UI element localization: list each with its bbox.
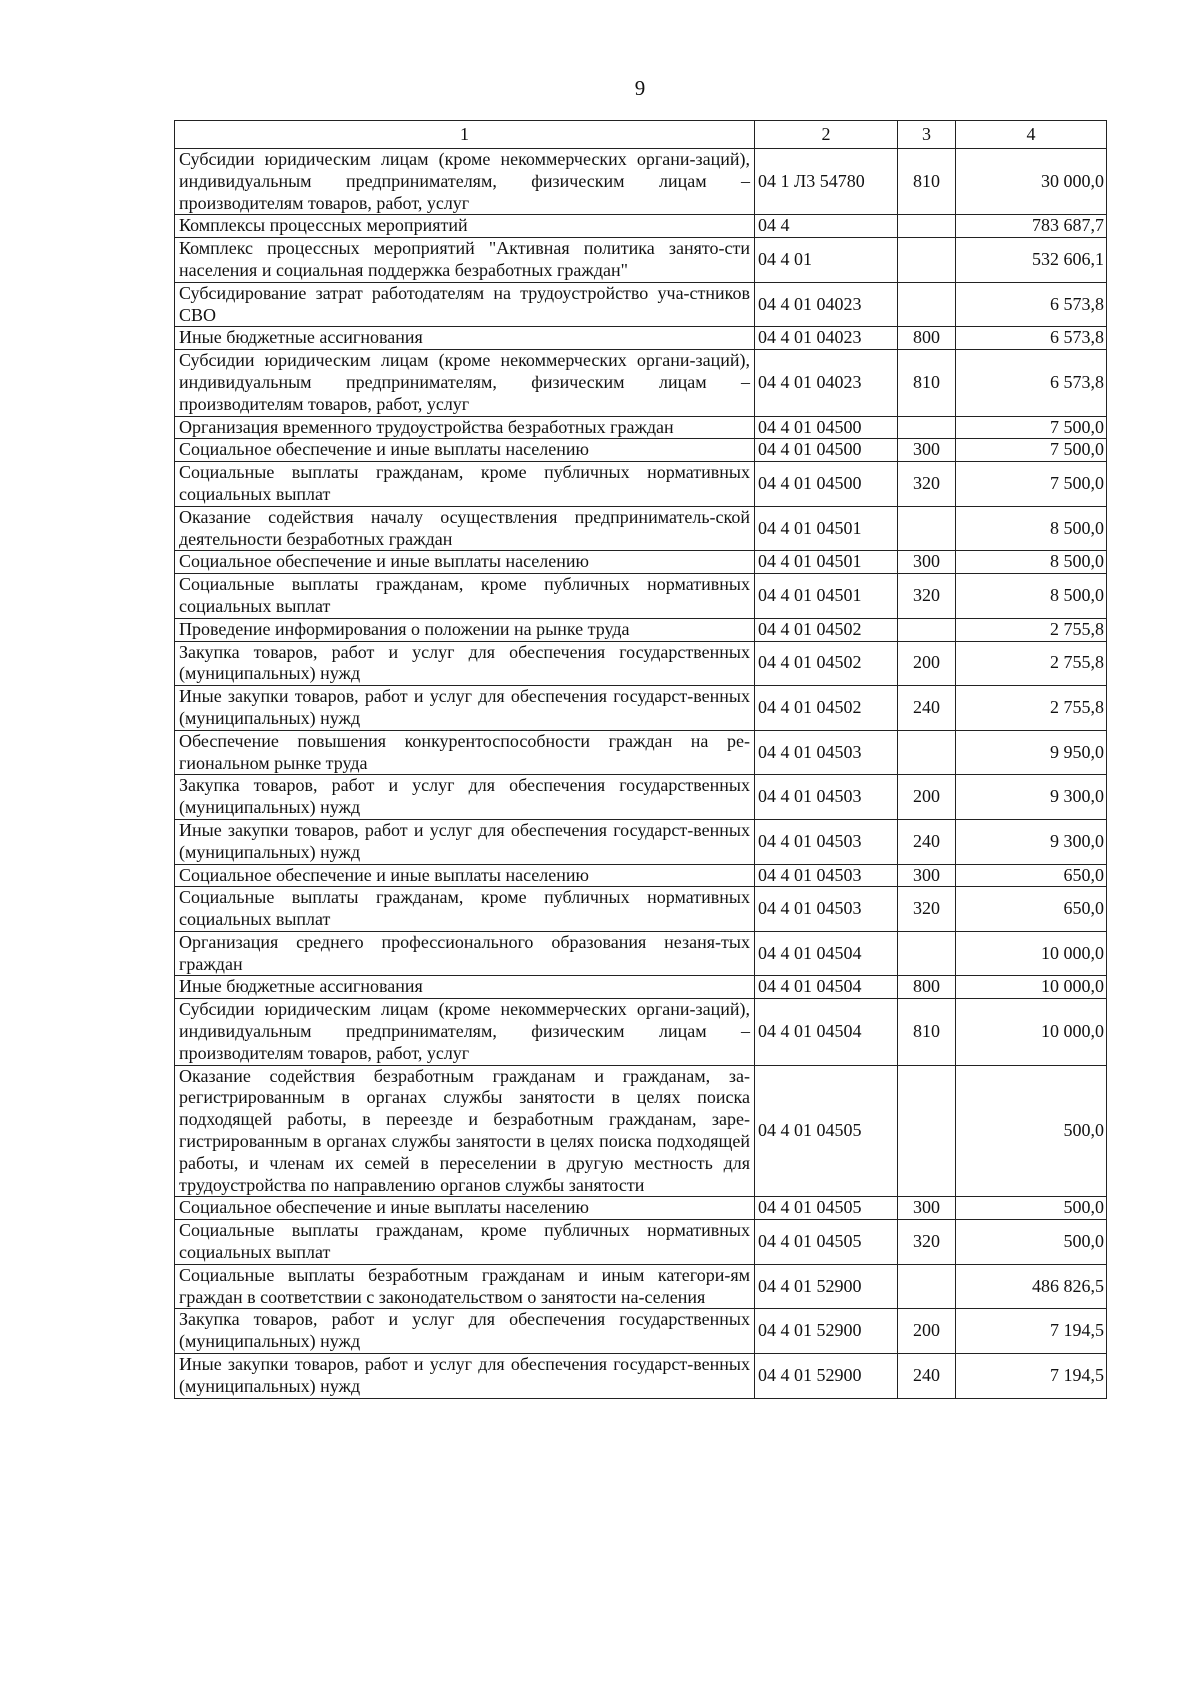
row-name-cell: Оказание содействия началу осуществления предприниматель-ской деятельности безработных граждан [175, 506, 755, 551]
row-amount-cell: 7 500,0 [956, 416, 1107, 439]
row-type-cell [898, 416, 956, 439]
row-code-cell: 04 4 01 04504 [755, 931, 898, 976]
page-number: 9 [634, 76, 646, 100]
row-amount-cell: 7 500,0 [956, 439, 1107, 462]
row-amount-cell: 10 000,0 [956, 999, 1107, 1065]
row-code-cell: 04 4 01 04503 [755, 864, 898, 887]
budget-table [174, 120, 1107, 1399]
row-type-cell [898, 931, 956, 976]
table-row [175, 864, 1107, 887]
row-type-cell: 200 [898, 1309, 956, 1354]
table-row [175, 282, 1107, 327]
row-code-cell: 04 4 01 04023 [755, 350, 898, 416]
row-amount-cell: 9 300,0 [956, 775, 1107, 820]
table-row [175, 327, 1107, 350]
row-code-cell: 04 4 01 04501 [755, 506, 898, 551]
row-amount-cell: 2 755,8 [956, 618, 1107, 641]
table-row [175, 1065, 1107, 1197]
row-name-cell: Закупка товаров, работ и услуг для обеспечения государственных (муниципальных) нужд [175, 1309, 755, 1354]
table-row [175, 551, 1107, 574]
row-name-cell: Иные закупки товаров, работ и услуг для обеспечения государст-венных (муниципальных) нужд [175, 819, 755, 864]
row-code-cell: 04 4 01 52900 [755, 1309, 898, 1354]
row-type-cell: 240 [898, 686, 956, 731]
row-type-cell: 300 [898, 551, 956, 574]
row-name-cell: Иные бюджетные ассигнования [175, 327, 755, 350]
row-name-cell: Социальные выплаты гражданам, кроме публичных нормативных социальных выплат [175, 574, 755, 619]
row-name-cell: Субсидии юридическим лицам (кроме некоммерческих органи-заций), индивидуальным предпринимателям, физическим лицам – производителям товаров, работ, услуг [175, 350, 755, 416]
row-code-cell: 04 4 01 04503 [755, 887, 898, 932]
row-name-cell: Социальные выплаты гражданам, кроме публичных нормативных социальных выплат [175, 1220, 755, 1265]
row-amount-cell: 6 573,8 [956, 327, 1107, 350]
row-code-cell: 04 4 01 04503 [755, 819, 898, 864]
row-name-cell: Иные закупки товаров, работ и услуг для обеспечения государст-венных (муниципальных) нужд [175, 686, 755, 731]
row-code-cell: 04 4 01 04502 [755, 686, 898, 731]
row-type-cell [898, 506, 956, 551]
table-row [175, 618, 1107, 641]
table-row [175, 462, 1107, 507]
row-amount-cell: 30 000,0 [956, 149, 1107, 215]
header-col-1: 1 [175, 121, 755, 149]
row-name-cell: Организация среднего профессионального образования незаня-тых граждан [175, 931, 755, 976]
row-code-cell: 04 4 01 04500 [755, 462, 898, 507]
row-code-cell: 04 4 01 04500 [755, 416, 898, 439]
table-row [175, 1264, 1107, 1309]
row-code-cell: 04 4 01 52900 [755, 1354, 898, 1399]
table-row [175, 819, 1107, 864]
row-name-cell: Субсидирование затрат работодателям на трудоустройство уча-стников СВО [175, 282, 755, 327]
table-row [175, 730, 1107, 775]
row-amount-cell: 10 000,0 [956, 931, 1107, 976]
table-header-row [175, 121, 1107, 149]
row-amount-cell: 2 755,8 [956, 641, 1107, 686]
row-code-cell: 04 4 01 04503 [755, 730, 898, 775]
row-type-cell: 800 [898, 327, 956, 350]
header-col-4: 4 [956, 121, 1107, 149]
row-code-cell: 04 4 01 04023 [755, 327, 898, 350]
row-amount-cell: 7 194,5 [956, 1309, 1107, 1354]
table-row [175, 506, 1107, 551]
table-row [175, 215, 1107, 238]
row-amount-cell: 6 573,8 [956, 350, 1107, 416]
row-type-cell: 320 [898, 1220, 956, 1265]
row-name-cell: Оказание содействия безработным гражданам и гражданам, за-регистрированным в органах службы занятости в целях поиска подходящей работы, в переезде и безработным гражданам, заре-гистрированным в органах службы занятости в целях поиска подходящей работы, и членам их семей в переселении в другую местность для трудоустройства по направлению органов службы занятости [175, 1065, 755, 1197]
table-row [175, 775, 1107, 820]
row-amount-cell: 500,0 [956, 1220, 1107, 1265]
row-amount-cell: 8 500,0 [956, 551, 1107, 574]
row-amount-cell: 500,0 [956, 1197, 1107, 1220]
row-amount-cell: 532 606,1 [956, 238, 1107, 283]
row-name-cell: Проведение информирования о положении на рынке труда [175, 618, 755, 641]
row-type-cell: 240 [898, 1354, 956, 1399]
row-name-cell: Организация временного трудоустройства безработных граждан [175, 416, 755, 439]
row-name-cell: Социальное обеспечение и иные выплаты населению [175, 439, 755, 462]
row-type-cell: 320 [898, 574, 956, 619]
row-amount-cell: 9 950,0 [956, 730, 1107, 775]
table-row [175, 238, 1107, 283]
table-row [175, 439, 1107, 462]
table-row [175, 1220, 1107, 1265]
row-type-cell [898, 282, 956, 327]
table-row [175, 931, 1107, 976]
row-name-cell: Закупка товаров, работ и услуг для обеспечения государственных (муниципальных) нужд [175, 641, 755, 686]
row-amount-cell: 650,0 [956, 864, 1107, 887]
table-row [175, 1309, 1107, 1354]
header-col-2: 2 [755, 121, 898, 149]
row-code-cell: 04 4 01 04505 [755, 1197, 898, 1220]
table-row [175, 350, 1107, 416]
row-amount-cell: 500,0 [956, 1065, 1107, 1197]
table-row [175, 1354, 1107, 1399]
row-type-cell [898, 1264, 956, 1309]
table-row [175, 574, 1107, 619]
row-name-cell: Обеспечение повышения конкурентоспособности граждан на ре-гиональном рынке труда [175, 730, 755, 775]
row-code-cell: 04 4 01 04503 [755, 775, 898, 820]
row-type-cell [898, 618, 956, 641]
row-name-cell: Социальное обеспечение и иные выплаты населению [175, 864, 755, 887]
row-code-cell: 04 4 01 04505 [755, 1220, 898, 1265]
row-amount-cell: 650,0 [956, 887, 1107, 932]
row-code-cell: 04 4 01 [755, 238, 898, 283]
row-amount-cell: 486 826,5 [956, 1264, 1107, 1309]
table-row [175, 976, 1107, 999]
row-type-cell: 300 [898, 864, 956, 887]
row-name-cell: Социальные выплаты гражданам, кроме публичных нормативных социальных выплат [175, 887, 755, 932]
row-name-cell: Иные бюджетные ассигнования [175, 976, 755, 999]
row-type-cell: 320 [898, 462, 956, 507]
row-name-cell: Субсидии юридическим лицам (кроме некоммерческих органи-заций), индивидуальным предпринимателям, физическим лицам – производителям товаров, работ, услуг [175, 149, 755, 215]
table-row [175, 149, 1107, 215]
row-name-cell: Социальные выплаты гражданам, кроме публичных нормативных социальных выплат [175, 462, 755, 507]
row-code-cell: 04 4 01 04023 [755, 282, 898, 327]
table-row [175, 686, 1107, 731]
row-name-cell: Субсидии юридическим лицам (кроме некоммерческих органи-заций), индивидуальным предпринимателям, физическим лицам – производителям товаров, работ, услуг [175, 999, 755, 1065]
header-col-3: 3 [898, 121, 956, 149]
row-name-cell: Комплексы процессных мероприятий [175, 215, 755, 238]
row-code-cell: 04 4 01 04501 [755, 551, 898, 574]
row-name-cell: Социальное обеспечение и иные выплаты населению [175, 1197, 755, 1220]
table-row [175, 416, 1107, 439]
row-type-cell: 200 [898, 775, 956, 820]
row-code-cell: 04 4 01 04502 [755, 641, 898, 686]
row-type-cell: 810 [898, 350, 956, 416]
table-row [175, 999, 1107, 1065]
row-code-cell: 04 4 01 04500 [755, 439, 898, 462]
row-name-cell: Закупка товаров, работ и услуг для обеспечения государственных (муниципальных) нужд [175, 775, 755, 820]
row-type-cell: 320 [898, 887, 956, 932]
row-code-cell: 04 4 [755, 215, 898, 238]
row-type-cell: 240 [898, 819, 956, 864]
row-amount-cell: 7 194,5 [956, 1354, 1107, 1399]
row-code-cell: 04 4 01 04502 [755, 618, 898, 641]
table-row [175, 641, 1107, 686]
row-name-cell: Комплекс процессных мероприятий "Активная политика занято-сти населения и социальная поддержка безработных граждан" [175, 238, 755, 283]
row-type-cell: 810 [898, 149, 956, 215]
row-type-cell [898, 238, 956, 283]
row-name-cell: Иные закупки товаров, работ и услуг для обеспечения государст-венных (муниципальных) нужд [175, 1354, 755, 1399]
row-code-cell: 04 4 01 04501 [755, 574, 898, 619]
row-name-cell: Социальные выплаты безработным гражданам и иным категори-ям граждан в соответствии с законодательством о занятости на-селения [175, 1264, 755, 1309]
table-row [175, 1197, 1107, 1220]
row-code-cell: 04 1 Л3 54780 [755, 149, 898, 215]
row-amount-cell: 6 573,8 [956, 282, 1107, 327]
row-amount-cell: 9 300,0 [956, 819, 1107, 864]
row-type-cell [898, 215, 956, 238]
row-type-cell [898, 730, 956, 775]
row-type-cell [898, 1065, 956, 1197]
row-amount-cell: 8 500,0 [956, 506, 1107, 551]
row-type-cell: 810 [898, 999, 956, 1065]
row-code-cell: 04 4 01 04505 [755, 1065, 898, 1197]
row-code-cell: 04 4 01 04504 [755, 976, 898, 999]
row-type-cell: 200 [898, 641, 956, 686]
row-amount-cell: 783 687,7 [956, 215, 1107, 238]
row-code-cell: 04 4 01 04504 [755, 999, 898, 1065]
row-amount-cell: 7 500,0 [956, 462, 1107, 507]
row-amount-cell: 2 755,8 [956, 686, 1107, 731]
row-type-cell: 300 [898, 1197, 956, 1220]
row-code-cell: 04 4 01 52900 [755, 1264, 898, 1309]
row-name-cell: Социальное обеспечение и иные выплаты населению [175, 551, 755, 574]
row-type-cell: 800 [898, 976, 956, 999]
row-amount-cell: 10 000,0 [956, 976, 1107, 999]
row-type-cell: 300 [898, 439, 956, 462]
table-row [175, 887, 1107, 932]
row-amount-cell: 8 500,0 [956, 574, 1107, 619]
